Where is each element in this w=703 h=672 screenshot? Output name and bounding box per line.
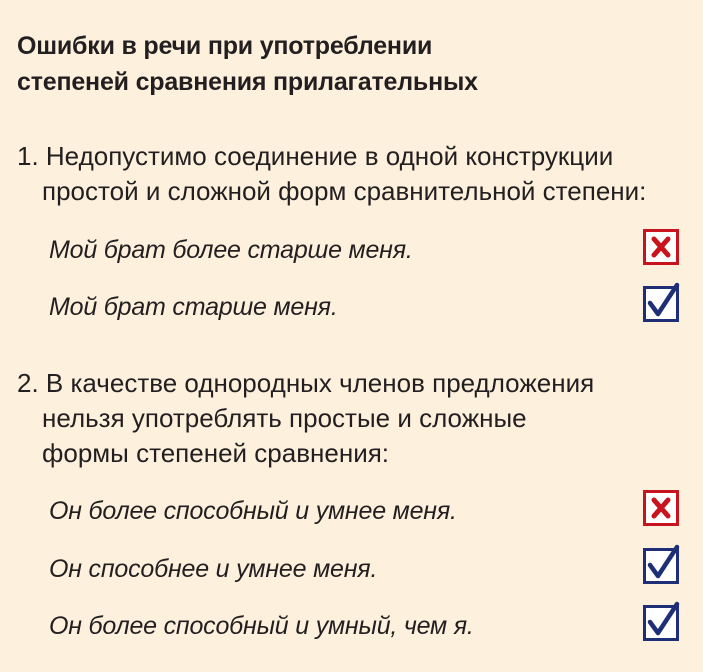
example-2-wrong: Он более способный и умнее меня. bbox=[49, 497, 457, 525]
check-icon bbox=[643, 605, 679, 641]
example-1-wrong: Мой брат более старше меня. bbox=[49, 236, 413, 264]
example-2-right-1: Он способнее и умнее меня. bbox=[49, 555, 378, 583]
rule-2-line-1: 2. В качестве однородных членов предложения bbox=[17, 368, 595, 398]
check-icon bbox=[643, 286, 679, 322]
rule-2-line-3: формы степеней сравнения: bbox=[42, 438, 390, 468]
cross-icon bbox=[643, 490, 679, 526]
check-icon bbox=[643, 548, 679, 584]
title-line-1: Ошибки в речи при употреблении bbox=[17, 32, 433, 60]
cross-icon bbox=[643, 229, 679, 265]
rule-1-line-1: 1. Недопустимо соединение в одной конструкции bbox=[17, 141, 614, 171]
rule-2-line-2: нельзя употреблять простые и сложные bbox=[42, 403, 527, 433]
example-1-right: Мой брат старше меня. bbox=[49, 293, 338, 321]
rule-1-line-2: простой и сложной форм сравнительной степени: bbox=[42, 176, 647, 206]
example-2-right-2: Он более способный и умный, чем я. bbox=[49, 612, 474, 640]
page-title bbox=[17, 28, 478, 100]
title-line-2: степеней сравнения прилагательных bbox=[17, 68, 478, 96]
